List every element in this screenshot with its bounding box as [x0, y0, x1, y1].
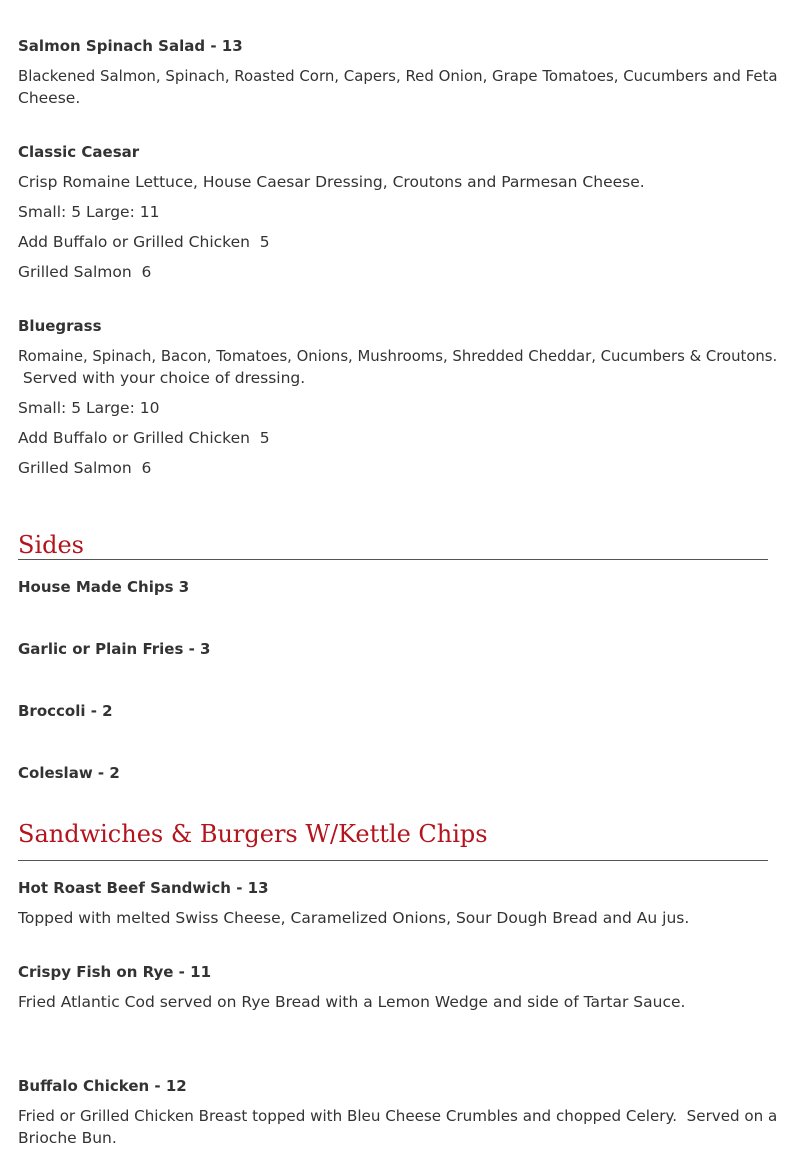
- side-item: Broccoli - 2: [18, 702, 113, 720]
- menu-item-description: Served with your choice of dressing.: [18, 369, 306, 387]
- menu-item-description: Fried Atlantic Cod served on Rye Bread with a Lemon Wedge and side of Tartar Sauce.: [18, 993, 686, 1011]
- menu-item-sizes: Small: 5 Large: 11: [18, 203, 160, 221]
- menu-item-description: Fried or Grilled Chicken Breast topped with Bleu Cheese Crumbles and chopped Celery. Served on a: [18, 1107, 778, 1125]
- side-item: Garlic or Plain Fries - 3: [18, 640, 211, 658]
- menu-item-title: Buffalo Chicken - 12: [18, 1077, 187, 1095]
- menu-item-description: Brioche Bun.: [18, 1129, 117, 1147]
- section-heading-sandwiches: Sandwiches & Burgers W/Kettle Chips: [18, 820, 488, 848]
- menu-item-addon: Add Buffalo or Grilled Chicken 5: [18, 429, 270, 447]
- menu-item-title: Salmon Spinach Salad - 13: [18, 37, 243, 55]
- section-divider: [18, 860, 768, 861]
- menu-item-title: Crispy Fish on Rye - 11: [18, 963, 212, 981]
- menu-item-title: Bluegrass: [18, 317, 102, 335]
- menu-item-addon: Grilled Salmon 6: [18, 263, 152, 281]
- menu-item-description: Crisp Romaine Lettuce, House Caesar Dressing, Croutons and Parmesan Cheese.: [18, 173, 645, 191]
- section-heading-sides: Sides: [18, 531, 84, 559]
- menu-item-description: Cheese.: [18, 89, 81, 107]
- menu-item-title: Hot Roast Beef Sandwich - 13: [18, 879, 269, 897]
- menu-item-description: Topped with melted Swiss Cheese, Caramelized Onions, Sour Dough Bread and Au jus.: [18, 909, 690, 927]
- side-item: House Made Chips 3: [18, 578, 190, 596]
- menu-item-addon: Grilled Salmon 6: [18, 459, 152, 477]
- section-divider: [18, 559, 768, 560]
- menu-item-title: Classic Caesar: [18, 143, 140, 161]
- menu-item-sizes: Small: 5 Large: 10: [18, 399, 160, 417]
- menu-item-description: Romaine, Spinach, Bacon, Tomatoes, Onions, Mushrooms, Shredded Cheddar, Cucumbers & Croutons.: [18, 347, 778, 365]
- menu-item-description: Blackened Salmon, Spinach, Roasted Corn, Capers, Red Onion, Grape Tomatoes, Cucumbers and Feta: [18, 67, 778, 85]
- menu-item-addon: Add Buffalo or Grilled Chicken 5: [18, 233, 270, 251]
- side-item: Coleslaw - 2: [18, 764, 120, 782]
